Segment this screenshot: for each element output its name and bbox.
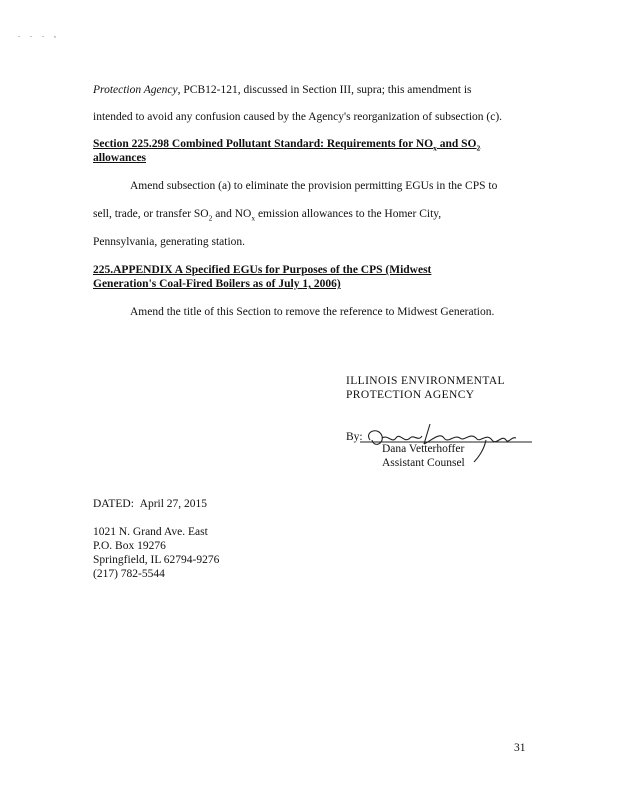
section1-line3: Pennsylvania, generating station.	[93, 236, 246, 248]
para1-italic-text: Protection Agency	[93, 84, 178, 96]
address-line1: 1021 N. Grand Ave. East	[93, 526, 208, 538]
section1-heading-part1: Section 225.298 Combined Pollutant Standard: Requirements for NO	[93, 138, 434, 150]
address-phone: (217) 782-5544	[93, 568, 165, 580]
corner-mark: . . . ,	[18, 30, 60, 39]
signature-title: Assistant Counsel	[382, 457, 465, 469]
section1-line2-a: sell, trade, or transfer SO	[93, 208, 209, 220]
para1-line1-rest: , PCB12-121, discussed in Section III, supra; this amendment is	[177, 84, 472, 96]
section2-line1: Amend the title of this Section to remove the reference to Midwest Generation.	[130, 306, 495, 318]
section2-heading-line2: Generation's Coal-Fired Boilers as of July 1, 2006)	[93, 278, 341, 290]
section1-heading-part2: and SO	[436, 138, 477, 150]
address-line3: Springfield, IL 62794-9276	[93, 554, 220, 566]
section2-heading-line1: 225.APPENDIX A Specified EGUs for Purposes of the CPS (Midwest	[93, 264, 432, 276]
para1-line2: intended to avoid any confusion caused by the Agency's reorganization of subsection (c).	[93, 111, 503, 123]
address-line2: P.O. Box 19276	[93, 540, 166, 552]
dated-value: April 27, 2015	[139, 498, 208, 510]
section1-line1: Amend subsection (a) to eliminate the provision permitting EGUs in the CPS to	[130, 180, 498, 192]
signature-name: Dana Vetterhoffer	[382, 443, 465, 455]
agency-line2: PROTECTION AGENCY	[346, 389, 475, 401]
page-number: 31	[514, 742, 526, 754]
section1-line2-sub2: x	[251, 213, 256, 223]
section1-line2-b: and NO	[212, 208, 252, 220]
para1-line1	[93, 84, 472, 96]
dated-line	[93, 498, 207, 510]
section1-line2	[93, 208, 442, 223]
section1-heading-line1	[93, 138, 481, 153]
section1-heading-sub2: 2	[476, 143, 481, 153]
agency-line1: ILLINOIS ENVIRONMENTAL	[346, 375, 505, 387]
section1-heading-sub1: x	[433, 143, 437, 153]
signature-by-label: By:	[346, 431, 363, 443]
dated-label: DATED:	[93, 498, 134, 510]
section1-line2-c: emission allowances to the Homer City,	[255, 208, 442, 220]
section1-heading-line2: allowances	[93, 152, 147, 164]
section1-line2-sub1: 2	[208, 213, 213, 223]
